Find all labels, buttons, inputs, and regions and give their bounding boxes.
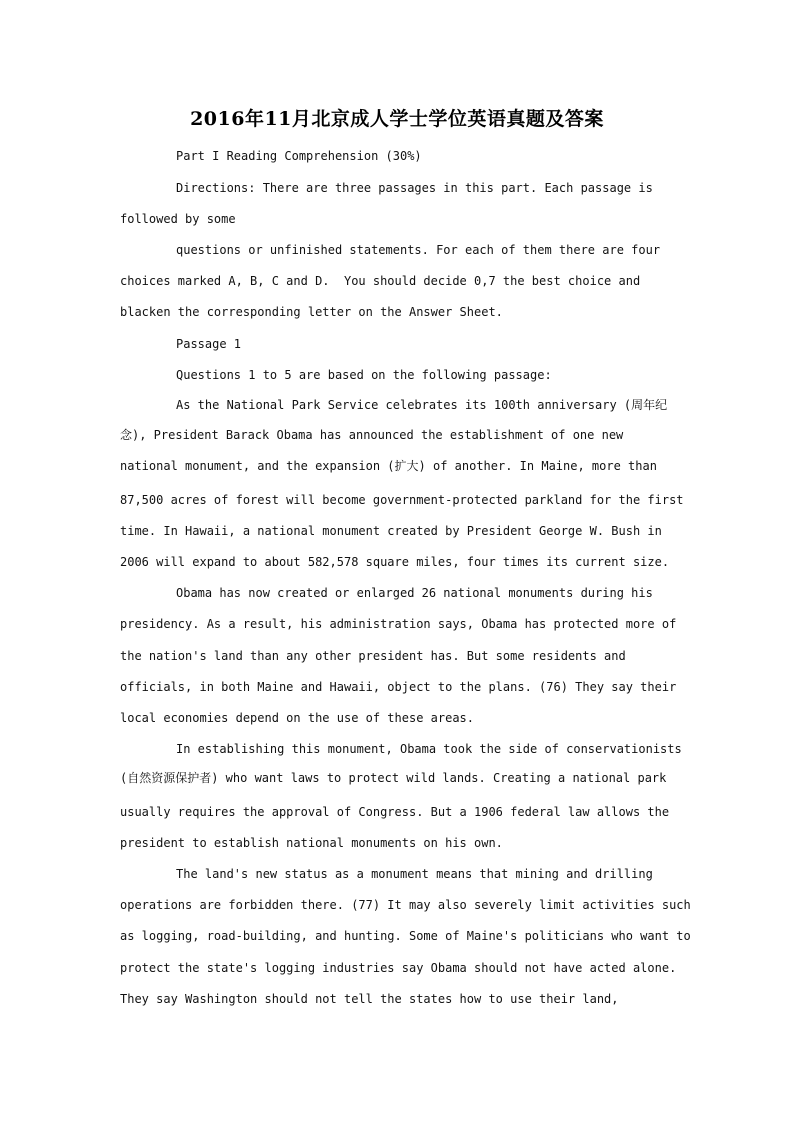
- directions-line: blacken the corresponding letter on the Answer Sheet.: [120, 305, 503, 319]
- paragraph-line: time. In Hawaii, a national monument created by President George W. Bush in: [120, 524, 662, 538]
- paragraph-line: 87,500 acres of forest will become government-protected parkland for the first: [120, 493, 684, 507]
- paragraph-line: as logging, road-building, and hunting. Some of Maine's politicians who want to: [120, 929, 691, 943]
- paragraph-line: 2006 will expand to about 582,578 square miles, four times its current size.: [120, 555, 670, 569]
- paragraph-line: They say Washington should not tell the states how to use their land,: [120, 992, 619, 1006]
- directions-line: questions or unfinished statements. For each of them there are four: [176, 243, 661, 257]
- directions-line: Directions: There are three passages in this part. Each passage is: [176, 181, 653, 195]
- document-title: 2016年11月北京成人学士学位英语真题及答案: [190, 108, 604, 130]
- paragraph-line: (自然资源保护者) who want laws to protect wild lands. Creating a national park: [120, 771, 667, 785]
- section-heading: Part I Reading Comprehension (30%): [176, 149, 422, 163]
- paragraph-line: protect the state's logging industries say Obama should not have acted alone.: [120, 961, 677, 975]
- paragraph-line: presidency. As a result, his administration says, Obama has protected more of: [120, 617, 677, 631]
- paragraph-line: The land's new status as a monument means that mining and drilling: [176, 867, 653, 881]
- paragraph-line: Obama has now created or enlarged 26 national monuments during his: [176, 586, 653, 600]
- paragraph-line: president to establish national monuments on his own.: [120, 836, 503, 850]
- paragraph-line: usually requires the approval of Congress. But a 1906 federal law allows the: [120, 805, 670, 819]
- paragraph-line: 念), President Barack Obama has announced the establishment of one new: [120, 428, 624, 442]
- paragraph-line: local economies depend on the use of these areas.: [120, 711, 475, 725]
- paragraph-line: officials, in both Maine and Hawaii, object to the plans. (76) They say their: [120, 680, 677, 694]
- paragraph-line: the nation's land than any other president has. But some residents and: [120, 649, 626, 663]
- paragraph-line: In establishing this monument, Obama took the side of conservationists: [176, 742, 682, 756]
- directions-line: followed by some: [120, 212, 236, 226]
- paragraph-line: operations are forbidden there. (77) It may also severely limit activities such: [120, 898, 691, 912]
- passage-heading: Passage 1: [176, 337, 242, 351]
- questions-intro: Questions 1 to 5 are based on the following passage:: [176, 368, 552, 382]
- paragraph-line: As the National Park Service celebrates its 100th anniversary (周年纪: [176, 398, 668, 412]
- paragraph-line: national monument, and the expansion (扩大) of another. In Maine, more than: [120, 459, 657, 473]
- directions-line: choices marked A, B, C and D. You should decide 0,7 the best choice and: [120, 274, 641, 288]
